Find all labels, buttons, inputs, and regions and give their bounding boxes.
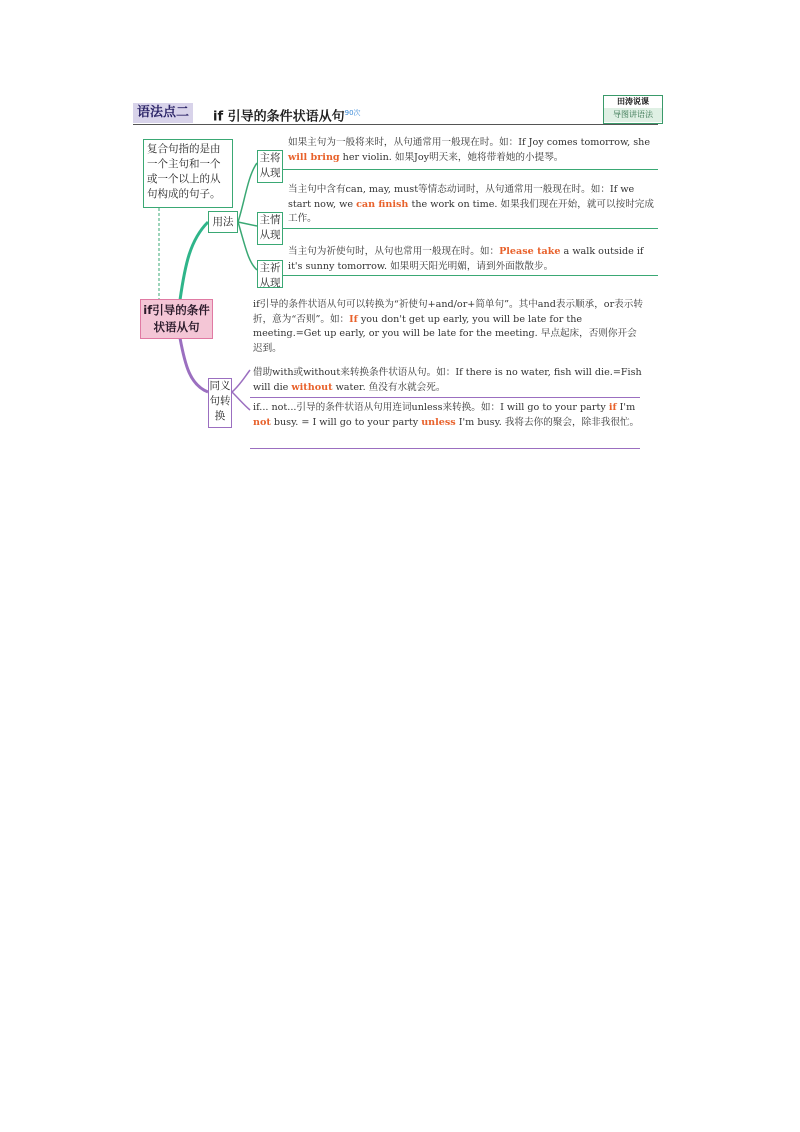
- usage-item-1-text: 如果主句为一般将来时，从句通常用一般现在时。如：If Joy comes tomorrow, she will bring her violin. 如果Joy明天来，她将带着她的小提琴。: [288, 137, 651, 163]
- highlight-will-bring: will bring: [288, 151, 340, 163]
- usage-item-2-text: 当主句中含有can, may, must等情态动词时，从句通常用一般现在时。如：If we start now, we can finish the work on time. 如果我们现在开始，就可以按时完成工作。: [288, 184, 654, 224]
- conversion-item-2-underline: [250, 448, 640, 449]
- section-tag: 语法点二: [133, 103, 193, 123]
- frequency-sup: 90次: [344, 109, 361, 117]
- usage-item-2-label: 主情从现: [257, 212, 283, 245]
- usage-item-3-underline: [283, 275, 658, 276]
- imperative-conversion-text: if引导的条件状语从句可以转换为“祈使句+and/or+简单句”。其中and表示顺承，or表示转折，意为“否则”。如：If you don't get up early, you will be late for the meeting.=Get up early, or you will be late for the meeting. 早点起床，否则你开会迟到。: [253, 299, 643, 354]
- usage-branch-curve: [180, 222, 208, 300]
- usage-node: 用法: [208, 211, 238, 233]
- section-title-text: if 引导的条件状语从句: [213, 109, 345, 125]
- highlight-can-finish: can finish: [356, 198, 409, 210]
- conversion-sub-1: [232, 370, 250, 392]
- usage-sub-3: [238, 222, 257, 270]
- usage-item-3-text: 当主句为祈使句时，从句也常用一般现在时。如：Please take a walk outside if it's sunny tomorrow. 如果明天阳光明媚，请到外面散散步。: [288, 246, 644, 272]
- conversion-node: 同义句转换: [208, 378, 232, 428]
- highlight-without: without: [291, 381, 333, 393]
- conversion-item-1-text: 借助with或without来转换条件状语从句。如：If there is no water, fish will die.=Fish will die without water. 鱼没有水就会死。: [253, 367, 642, 393]
- highlight-not: not: [253, 416, 271, 428]
- highlight-if: If: [349, 313, 358, 325]
- conversion-item-2-text: if... not...引导的条件状语从句用连词unless来转换。如：I will go to your party if I'm not busy. = I will go to your party unless I'm busy. 我将去你的聚会，除非我很忙。: [253, 402, 640, 428]
- usage-item-1-underline: [283, 169, 658, 170]
- conversion-branch-curve: [180, 338, 208, 392]
- usage-item-3-label: 主祈从现: [257, 260, 283, 288]
- usage-item-1-label: 主将从现: [257, 150, 283, 183]
- usage-sub-1: [238, 163, 257, 222]
- usage-sub-2: [238, 222, 257, 226]
- conversion-sub-2: [232, 392, 250, 410]
- brand-top: 田涛说课: [604, 96, 662, 108]
- highlight-unless: unless: [421, 416, 456, 428]
- conversion-item-1-underline: [250, 397, 640, 398]
- brand-bottom: 导图讲语法: [604, 108, 662, 122]
- highlight-please-take: Please take: [499, 246, 561, 257]
- highlight-if-2: if: [608, 402, 617, 413]
- root-node: if引导的条件状语从句: [140, 299, 213, 339]
- definition-note: 复合句指的是由一个主句和一个或一个以上的从句构成的句子。: [143, 139, 233, 208]
- usage-item-2-underline: [283, 228, 658, 229]
